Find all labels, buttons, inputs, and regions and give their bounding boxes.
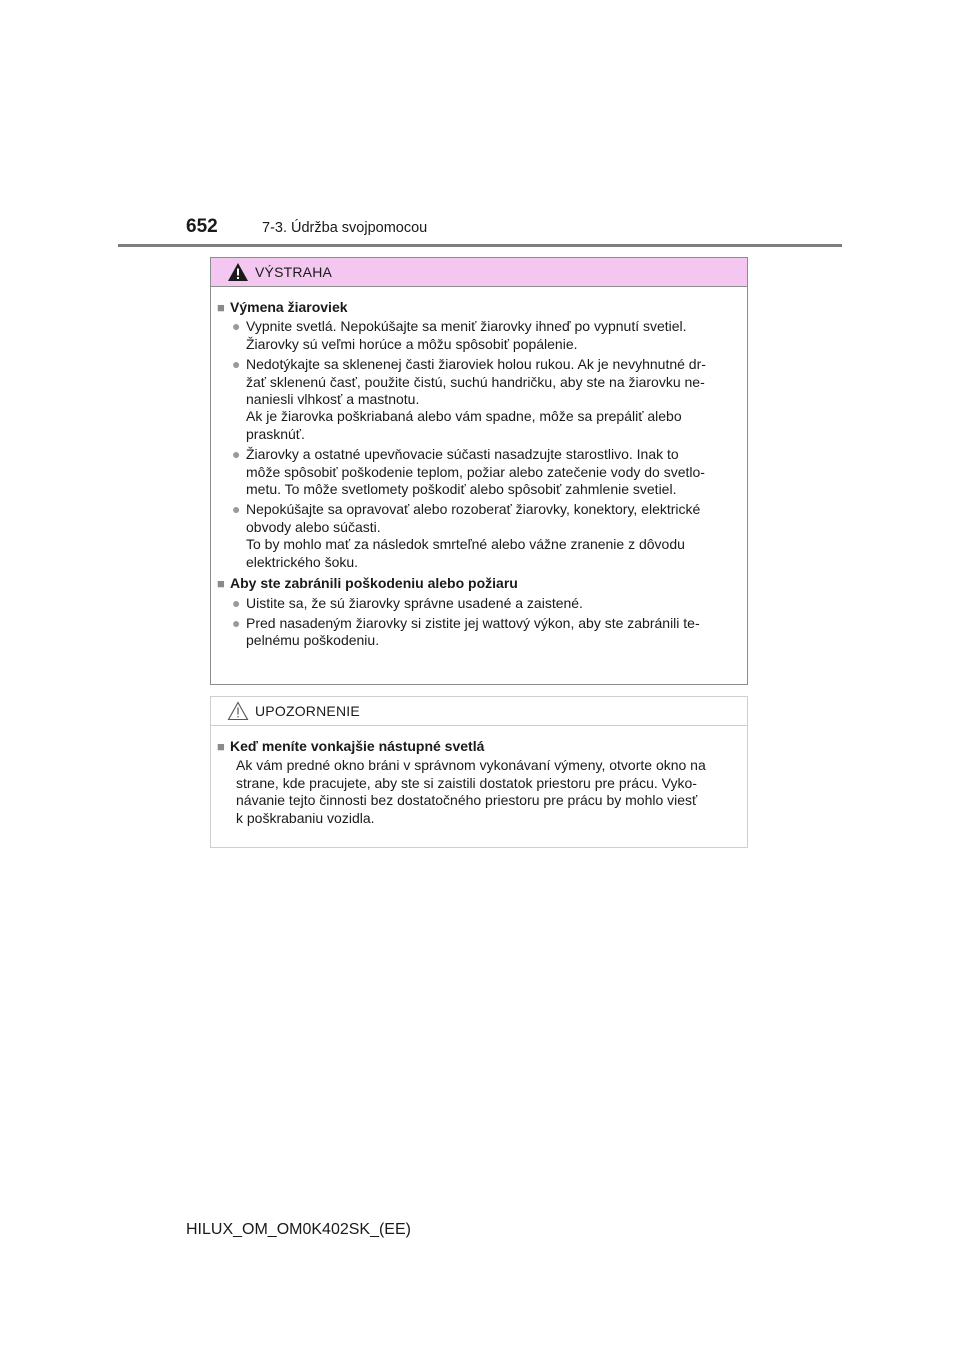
text-line: žať sklenenú časť, použite čistú, suchú handričku, aby ste na žiarovku ne- bbox=[246, 373, 705, 390]
bullet-text bbox=[246, 595, 583, 612]
bullet-item bbox=[217, 356, 740, 443]
text-line: Nedotýkajte sa sklenenej časti žiaroviek holou rukou. Ak je nevyhnutné dr- bbox=[246, 356, 706, 373]
bullet-marker: ● bbox=[232, 356, 241, 373]
section-marker: ■ bbox=[217, 739, 225, 754]
text-line: Žiarovky sú veľmi horúce a môžu spôsobiť popálenie. bbox=[246, 335, 578, 352]
caution-label: UPOZORNENIE bbox=[255, 703, 360, 719]
document-code: HILUX_OM_OM0K402SK_(EE) bbox=[186, 1221, 411, 1238]
warning-section bbox=[217, 299, 740, 571]
bullet-item bbox=[217, 615, 740, 650]
section-marker: ■ bbox=[217, 576, 225, 592]
bullet-marker: ● bbox=[232, 446, 241, 463]
text-line: návanie tejto činnosti bez dostatočného priestoru pre prácu by mohlo viesť bbox=[236, 792, 698, 809]
bullet-marker: ● bbox=[232, 501, 241, 518]
text-line: Žiarovky a ostatné upevňovacie súčasti nasadzujte starostlivo. Inak to bbox=[246, 446, 679, 463]
warning-label: VÝSTRAHA bbox=[255, 264, 333, 280]
bullet-text bbox=[246, 446, 705, 498]
bullet-text bbox=[246, 356, 706, 443]
page-number: 652 bbox=[186, 216, 218, 237]
caution-box-header bbox=[211, 697, 747, 726]
bullet-text bbox=[246, 501, 700, 571]
bullet-marker: ● bbox=[232, 614, 241, 631]
warning-box-header bbox=[211, 258, 747, 287]
bullet-item bbox=[217, 595, 740, 612]
text-line: strane, kde pracujete, aby ste si zaistili dostatok priestoru pre prácu. Vyko- bbox=[236, 774, 697, 791]
caution-section-title-text: Keď meníte vonkajšie nástupné svetlá bbox=[230, 738, 485, 754]
warning-box bbox=[210, 257, 748, 685]
text-line: Pred nasadeným žiarovky si zistite jej wattový výkon, aby ste zabránili te- bbox=[246, 614, 700, 631]
bullet-text bbox=[246, 318, 687, 353]
text-line: Ak vám predné okno bráni v správnom vykonávaní výmeny, otvorte okno na bbox=[236, 757, 706, 774]
caution-triangle-outline-icon bbox=[227, 701, 249, 721]
text-line: obvody alebo súčasti. bbox=[246, 518, 381, 535]
warning-section-title bbox=[217, 299, 740, 316]
text-line: môže spôsobiť poškodenie teplom, požiar alebo zatečenie vody do svetlo- bbox=[246, 463, 705, 480]
text-line: metu. To môže svetlomety poškodiť alebo spôsobiť zahmlenie svetiel. bbox=[246, 481, 677, 498]
warning-body bbox=[211, 287, 747, 650]
text-line: Uistite sa, že sú žiarovky správne usadené a zaistené. bbox=[246, 594, 583, 611]
text-line: To by mohlo mať za následok smrteľné alebo vážne zranenie z dôvodu bbox=[246, 536, 685, 553]
text-line: elektrického šoku. bbox=[246, 553, 359, 570]
text-line: prasknúť. bbox=[246, 425, 305, 442]
header-rule bbox=[118, 244, 842, 247]
text-line: pelnému poškodeniu. bbox=[246, 632, 380, 649]
text-line: k poškrabaniu vozidla. bbox=[236, 809, 375, 826]
text-line: Vypnite svetlá. Nepokúšajte sa meniť žiarovky ihneď po vypnutí svetiel. bbox=[246, 318, 687, 335]
caution-body bbox=[211, 726, 747, 827]
bullet-item bbox=[217, 446, 740, 498]
section-title-text: Výmena žiaroviek bbox=[230, 299, 348, 315]
warning-triangle-icon bbox=[227, 262, 249, 282]
caution-section-title bbox=[217, 738, 740, 755]
section-title-text: Aby ste zabránili poškodeniu alebo požiaru bbox=[230, 575, 518, 592]
chapter-title: 7-3. Údržba svojpomocou bbox=[262, 220, 428, 236]
text-line: naniesli vlhkosť a mastnotu. bbox=[246, 391, 420, 408]
bullet-item bbox=[217, 318, 740, 353]
bullet-marker: ● bbox=[232, 318, 241, 335]
warning-section bbox=[217, 575, 740, 650]
caution-paragraph bbox=[217, 757, 740, 827]
warning-section-title bbox=[217, 575, 740, 592]
bullet-text bbox=[246, 615, 700, 650]
text-line: Nepokúšajte sa opravovať alebo rozoberať žiarovky, konektory, elektrické bbox=[246, 501, 701, 518]
bullet-marker: ● bbox=[232, 594, 241, 611]
section-marker: ■ bbox=[217, 300, 225, 315]
text-line: Ak je žiarovka poškriabaná alebo vám spadne, môže sa prepáliť alebo bbox=[246, 408, 682, 425]
bullet-item bbox=[217, 501, 740, 571]
caution-box bbox=[210, 696, 748, 848]
